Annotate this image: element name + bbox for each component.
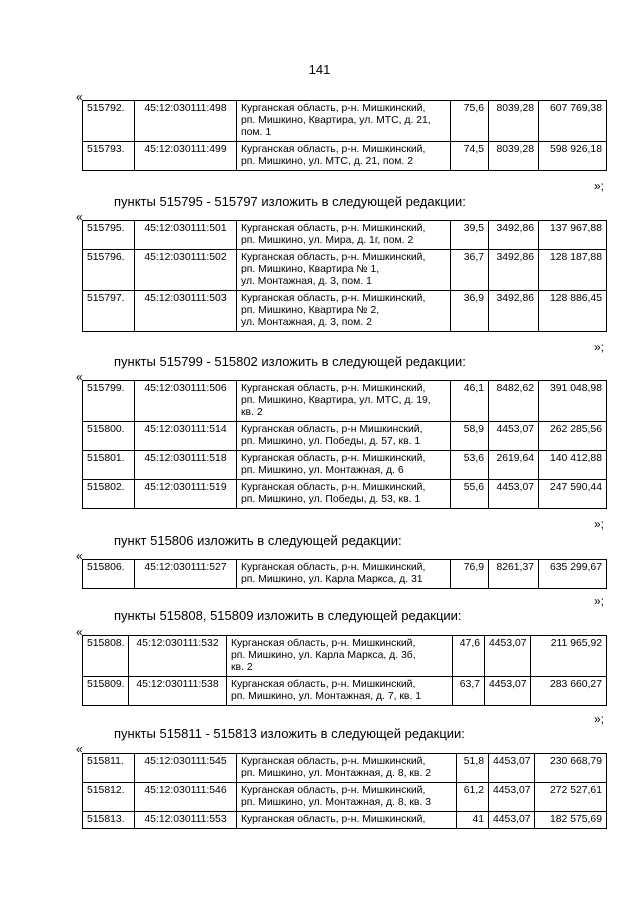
- address-line: Курганская область, р-н Мишкинский,: [241, 424, 423, 435]
- address-line: рп. Мишкино, Квартира, ул. МТС, д. 19,: [241, 395, 431, 406]
- close-quote: »;: [594, 179, 605, 193]
- address-line: рп. Мишкино, ул. Победы, д. 57, кв. 1: [241, 436, 421, 447]
- cadastral-number-cell: 45:12:030111:501: [135, 221, 237, 250]
- address-line: Курганская область, р-н. Мишкинский,: [241, 252, 426, 263]
- address-cell: [237, 812, 457, 829]
- cadastral-number-cell: 45:12:030111:518: [135, 451, 237, 480]
- total-cell: 391 048,98: [539, 381, 607, 422]
- table-row: [83, 101, 607, 142]
- table-row: [83, 560, 607, 589]
- address-line: рп. Мишкино, ул. Победы, д. 53, кв. 1: [241, 494, 421, 505]
- item-number-cell: 515811.: [83, 754, 135, 783]
- area-cell: 63,7: [453, 677, 485, 706]
- address-line: рп. Мишкино, ул. Монтажная, д. 8, кв. 3: [241, 797, 432, 808]
- cadastral-number-cell: 45:12:030111:502: [135, 250, 237, 291]
- total-cell: 140 412,88: [539, 451, 607, 480]
- address-cell: [237, 142, 451, 171]
- price-cell: 3492,86: [489, 221, 539, 250]
- item-number-cell: 515792.: [83, 101, 135, 142]
- area-cell: 46,1: [451, 381, 489, 422]
- address-cell: [237, 381, 451, 422]
- total-cell: 230 668,79: [535, 754, 607, 783]
- open-quote: «: [76, 370, 83, 384]
- address-cell: [237, 480, 451, 509]
- address-line: Курганская область, р-н. Мишкинский,: [241, 103, 426, 114]
- price-cell: 4453,07: [489, 754, 535, 783]
- address-cell: [227, 677, 453, 706]
- item-number-cell: 515809.: [83, 677, 129, 706]
- item-number-cell: 515806.: [83, 560, 135, 589]
- item-number-cell: 515793.: [83, 142, 135, 171]
- cadastral-number-cell: 45:12:030111:514: [135, 422, 237, 451]
- table-row: [83, 381, 607, 422]
- total-cell: 598 926,18: [539, 142, 607, 171]
- cadastral-number-cell: 45:12:030111:532: [129, 636, 227, 677]
- total-cell: 128 886,45: [539, 291, 607, 332]
- address-cell: [237, 754, 457, 783]
- table-row: [83, 783, 607, 812]
- price-cell: 4453,07: [489, 480, 539, 509]
- address-line: Курганская область, р-н. Мишкинский,: [241, 562, 426, 573]
- address-line: рп. Мишкино, ул. Монтажная, д. 7, кв. 1: [231, 691, 422, 702]
- registry-table-3: [82, 380, 607, 509]
- cadastral-number-cell: 45:12:030111:499: [135, 142, 237, 171]
- table-row: [83, 142, 607, 171]
- item-number-cell: 515808.: [83, 636, 129, 677]
- registry-table-6: [82, 753, 607, 829]
- price-cell: 4453,07: [485, 677, 531, 706]
- item-number-cell: 515795.: [83, 221, 135, 250]
- item-number-cell: 515813.: [83, 812, 135, 829]
- total-cell: 607 769,38: [539, 101, 607, 142]
- section-heading: пункт 515806 изложить в следующей редакции:: [114, 533, 402, 548]
- address-line: Курганская область, р-н. Мишкинский,: [241, 453, 426, 464]
- address-line: Курганская область, р-н. Мишкинский,: [241, 482, 426, 493]
- area-cell: 36,7: [451, 250, 489, 291]
- area-cell: 47,6: [453, 636, 485, 677]
- address-line: ул. Монтажная, д. 3, пом. 1: [241, 276, 372, 287]
- cadastral-number-cell: 45:12:030111:545: [135, 754, 237, 783]
- address-line: рп. Мишкино, ул. Карла Маркса, д. 3б,: [231, 650, 416, 661]
- total-cell: 137 967,88: [539, 221, 607, 250]
- address-cell: [237, 560, 451, 589]
- close-quote: »;: [594, 340, 605, 354]
- table-row: [83, 422, 607, 451]
- area-cell: 75,6: [451, 101, 489, 142]
- address-line: кв. 2: [231, 662, 253, 673]
- address-line: кв. 2: [241, 407, 263, 418]
- cadastral-number-cell: 45:12:030111:527: [135, 560, 237, 589]
- address-cell: [237, 783, 457, 812]
- address-cell: [237, 101, 451, 142]
- cadastral-number-cell: 45:12:030111:519: [135, 480, 237, 509]
- price-cell: 4453,07: [485, 636, 531, 677]
- price-cell: 4453,07: [489, 422, 539, 451]
- address-line: рп. Мишкино, Квартира № 1,: [241, 264, 380, 275]
- area-cell: 51,8: [457, 754, 489, 783]
- price-cell: 3492,86: [489, 291, 539, 332]
- price-cell: 4453,07: [489, 783, 535, 812]
- total-cell: 247 590,44: [539, 480, 607, 509]
- cadastral-number-cell: 45:12:030111:498: [135, 101, 237, 142]
- price-cell: 8039,28: [489, 142, 539, 171]
- section-heading: пункты 515811 - 515813 изложить в следующей редакции:: [114, 726, 465, 741]
- price-cell: 4453,07: [489, 812, 535, 829]
- area-cell: 76,9: [451, 560, 489, 589]
- cadastral-number-cell: 45:12:030111:503: [135, 291, 237, 332]
- table-row: [83, 677, 607, 706]
- address-line: Курганская область, р-н. Мишкинский,: [241, 293, 426, 304]
- item-number-cell: 515800.: [83, 422, 135, 451]
- price-cell: 8261,37: [489, 560, 539, 589]
- address-line: Курганская область, р-н. Мишкинский,: [231, 679, 416, 690]
- total-cell: 211 965,92: [531, 636, 607, 677]
- open-quote: «: [76, 742, 83, 756]
- total-cell: 635 299,67: [539, 560, 607, 589]
- address-line: Курганская область, р-н. Мишкинский,: [241, 785, 426, 796]
- address-line: рп. Мишкино, ул. Монтажная, д. 6: [241, 465, 404, 476]
- table-row: [83, 480, 607, 509]
- table-row: [83, 754, 607, 783]
- table-row: [83, 291, 607, 332]
- area-cell: 53,6: [451, 451, 489, 480]
- cadastral-number-cell: 45:12:030111:538: [129, 677, 227, 706]
- address-line: рп. Мишкино, ул. Мира, д. 1г, пом. 2: [241, 235, 414, 246]
- cadastral-number-cell: 45:12:030111:546: [135, 783, 237, 812]
- open-quote: «: [76, 549, 83, 563]
- total-cell: 262 285,56: [539, 422, 607, 451]
- table-row: [83, 221, 607, 250]
- address-line: ул. Монтажная, д. 3, пом. 2: [241, 317, 372, 328]
- open-quote: «: [76, 90, 83, 104]
- address-line: Курганская область, р-н. Мишкинский,: [241, 144, 426, 155]
- table-row: [83, 636, 607, 677]
- total-cell: 128 187,88: [539, 250, 607, 291]
- item-number-cell: 515797.: [83, 291, 135, 332]
- section-heading: пункты 515795 - 515797 изложить в следующей редакции:: [114, 194, 466, 209]
- address-cell: [237, 221, 451, 250]
- item-number-cell: 515796.: [83, 250, 135, 291]
- registry-table-2: [82, 220, 607, 332]
- registry-table-1: [82, 100, 607, 171]
- area-cell: 74,5: [451, 142, 489, 171]
- table-row: [83, 250, 607, 291]
- address-line: пом. 1: [241, 127, 272, 138]
- table-row: [83, 451, 607, 480]
- address-line: Курганская область, р-н. Мишкинский,: [241, 383, 426, 394]
- close-quote: »;: [594, 712, 605, 726]
- address-line: рп. Мишкино, ул. Монтажная, д. 8, кв. 2: [241, 768, 432, 779]
- address-line: рп. Мишкино, ул. Карла Маркса, д. 31: [241, 574, 423, 585]
- section-heading: пункты 515808, 515809 изложить в следующей редакции:: [114, 608, 462, 623]
- address-line: Курганская область, р-н. Мишкинский,: [241, 756, 426, 767]
- close-quote: »;: [594, 594, 605, 608]
- address-line: Курганская область, р-н. Мишкинский,: [241, 814, 426, 825]
- area-cell: 58,9: [451, 422, 489, 451]
- address-cell: [237, 291, 451, 332]
- item-number-cell: 515801.: [83, 451, 135, 480]
- address-cell: [237, 451, 451, 480]
- total-cell: 283 660,27: [531, 677, 607, 706]
- registry-table-4: [82, 559, 607, 589]
- price-cell: 2619,64: [489, 451, 539, 480]
- item-number-cell: 515799.: [83, 381, 135, 422]
- area-cell: 55,6: [451, 480, 489, 509]
- cadastral-number-cell: 45:12:030111:553: [135, 812, 237, 829]
- address-cell: [227, 636, 453, 677]
- total-cell: 182 575,69: [535, 812, 607, 829]
- price-cell: 3492,86: [489, 250, 539, 291]
- section-heading: пункты 515799 - 515802 изложить в следующей редакции:: [114, 354, 466, 369]
- cadastral-number-cell: 45:12:030111:506: [135, 381, 237, 422]
- area-cell: 61,2: [457, 783, 489, 812]
- address-cell: [237, 250, 451, 291]
- address-cell: [237, 422, 451, 451]
- item-number-cell: 515812.: [83, 783, 135, 812]
- open-quote: «: [76, 210, 83, 224]
- price-cell: 8039,28: [489, 101, 539, 142]
- open-quote: «: [76, 625, 83, 639]
- address-line: Курганская область, р-н. Мишкинский,: [231, 638, 416, 649]
- area-cell: 36,9: [451, 291, 489, 332]
- address-line: рп. Мишкино, Квартира, ул. МТС, д. 21,: [241, 115, 431, 126]
- address-line: Курганская область, р-н. Мишкинский,: [241, 223, 426, 234]
- price-cell: 8482,62: [489, 381, 539, 422]
- page-number: 141: [308, 62, 331, 77]
- total-cell: 272 527,61: [535, 783, 607, 812]
- close-quote: »;: [594, 517, 605, 531]
- table-row: [83, 812, 607, 829]
- registry-table-5: [82, 635, 607, 706]
- address-line: рп. Мишкино, Квартира № 2,: [241, 305, 380, 316]
- area-cell: 41: [457, 812, 489, 829]
- item-number-cell: 515802.: [83, 480, 135, 509]
- address-line: рп. Мишкино, ул. МТС, д. 21, пом. 2: [241, 156, 413, 167]
- area-cell: 39,5: [451, 221, 489, 250]
